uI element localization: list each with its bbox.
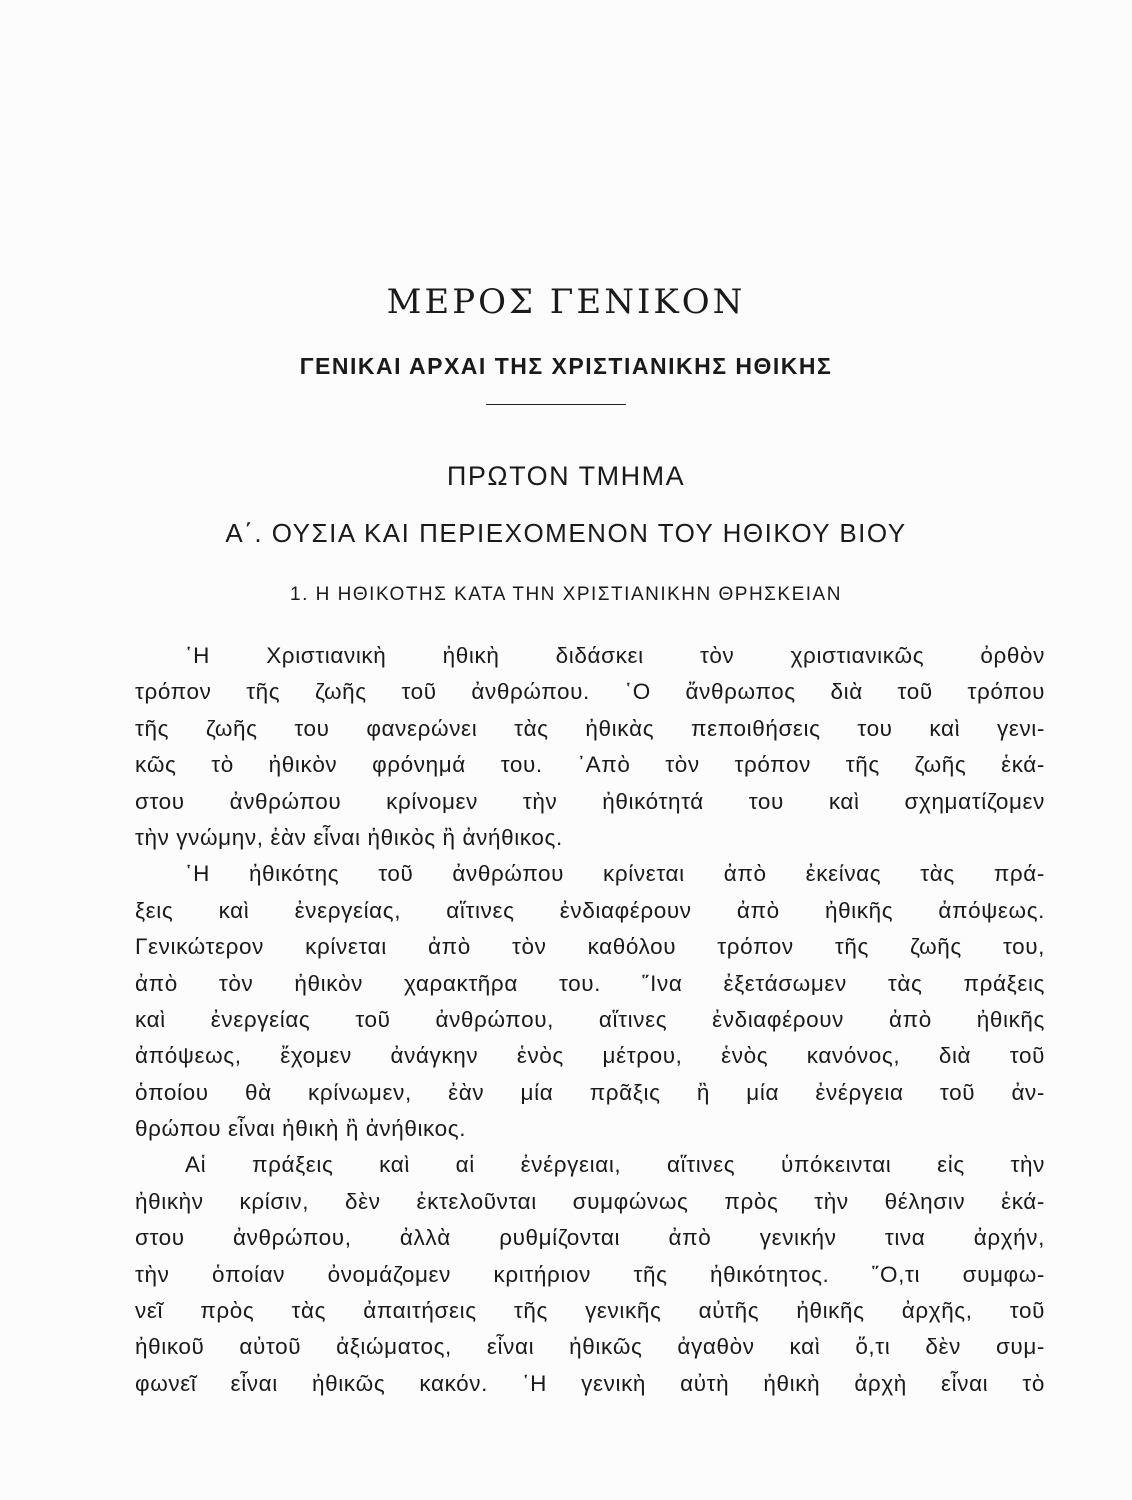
body-text: [135, 638, 1045, 1402]
title-divider: [486, 404, 626, 405]
part-subtitle: ΓΕΝΙΚΑΙ ΑΡΧΑΙ ΤΗΣ ΧΡΙΣΤΙΑΝΙΚΗΣ ΗΘΙΚΗΣ: [299, 353, 833, 379]
text-line: καὶ ἐνεργείας τοῦ ἀνθρώπου, αἵτινες ἐνδιαφέρουν ἀπὸ ἠθικῆς: [135, 1006, 1045, 1032]
subsection-title: 1. Η ΗΘΙΚΟΤΗΣ ΚΑΤΑ ΤΗΝ ΧΡΙΣΤΙΑΝΙΚΗΝ ΘΡΗΣΚΕΙΑΝ: [290, 584, 842, 605]
text-line: τὴν γνώμην, ἐὰν εἶναι ἠθικὸς ἢ ἀνήθικος.: [135, 824, 563, 850]
text-line: κῶς τὸ ἠθικὸν φρόνημά του. ᾿Απὸ τὸν τρόπον τῆς ζωῆς ἑκά-: [135, 752, 1045, 778]
chapter-title: Α΄. ΟΥΣΙΑ ΚΑΙ ΠΕΡΙΕΧΟΜΕΝΟΝ ΤΟΥ ΗΘΙΚΟΥ ΒΙΟΥ: [225, 518, 907, 548]
text-line: τρόπον τῆς ζωῆς τοῦ ἀνθρώπου. ῾Ο ἄνθρωπος διὰ τοῦ τρόπου: [135, 679, 1045, 705]
text-line: ῾Η ἠθικότης τοῦ ἀνθρώπου κρίνεται ἀπὸ ἐκείνας τὰς πρά-: [185, 861, 1045, 887]
section-title: ΠΡΩΤΟΝ ΤΜΗΜΑ: [446, 461, 686, 491]
text-line: ἠθικὴν κρίσιν, δὲν ἐκτελοῦνται συμφώνως πρὸς τὴν θέλησιν ἑκά-: [135, 1188, 1045, 1214]
part-title: ΜΕΡΟΣ ΓΕΝΙΚΟΝ: [386, 282, 746, 322]
text-line: φωνεῖ εἶναι ἠθικῶς κακόν. ῾Η γενικὴ αὐτὴ ἠθικὴ ἀρχὴ εἶναι τὸ: [135, 1370, 1045, 1396]
text-line: νεῖ πρὸς τὰς ἀπαιτήσεις τῆς γενικῆς αὐτῆς ἠθικῆς ἀρχῆς, τοῦ: [135, 1298, 1045, 1324]
text-line: θρώπου εἶναι ἠθικὴ ἢ ἀνήθικος.: [135, 1116, 467, 1142]
text-line: στου ἀνθρώπου, ἀλλὰ ρυθμίζονται ἀπὸ γενικήν τινα ἀρχήν,: [135, 1225, 1045, 1251]
text-line: τὴν ὁποίαν ὀνομάζομεν κριτήριον τῆς ἠθικότητος. ῞Ο,τι συμφω-: [135, 1261, 1045, 1287]
text-line: ῾Η Χριστιανικὴ ἠθικὴ διδάσκει τὸν χριστιανικῶς ὀρθὸν: [185, 643, 1045, 668]
text-line: ἠθικοῦ αὐτοῦ ἀξιώματος, εἶναι ἠθικῶς ἀγαθὸν καὶ ὅ,τι δὲν συμ-: [135, 1334, 1045, 1360]
text-line: ἀπόψεως, ἔχομεν ἀνάγκην ἑνὸς μέτρου, ἑνὸς κανόνος, διὰ τοῦ: [135, 1043, 1045, 1069]
text-line: ὁποίου θὰ κρίνωμεν, ἐὰν μία πρᾶξις ἢ μία ἐνέργεια τοῦ ἀν-: [135, 1079, 1045, 1105]
text-line: στου ἀνθρώπου κρίνομεν τὴν ἠθικότητά του καὶ σχηματίζομεν: [135, 788, 1045, 814]
text-line: τῆς ζωῆς του φανερώνει τὰς ἠθικὰς πεποιθήσεις του καὶ γενι-: [135, 715, 1045, 741]
text-line: ἀπὸ τὸν ἠθικὸν χαρακτῆρα του. ῞Ινα ἐξετάσωμεν τὰς πράξεις: [135, 970, 1045, 996]
text-line: ξεις καὶ ἐνεργείας, αἵτινες ἐνδιαφέρουν ἀπὸ ἠθικῆς ἀπόψεως.: [135, 897, 1045, 923]
text-line: Γενικώτερον κρίνεται ἀπὸ τὸν καθόλου τρόπον τῆς ζωῆς του,: [135, 934, 1045, 960]
text-line: Αἱ πράξεις καὶ αἱ ἐνέργειαι, αἵτινες ὑπόκεινται εἰς τὴν: [185, 1152, 1045, 1178]
